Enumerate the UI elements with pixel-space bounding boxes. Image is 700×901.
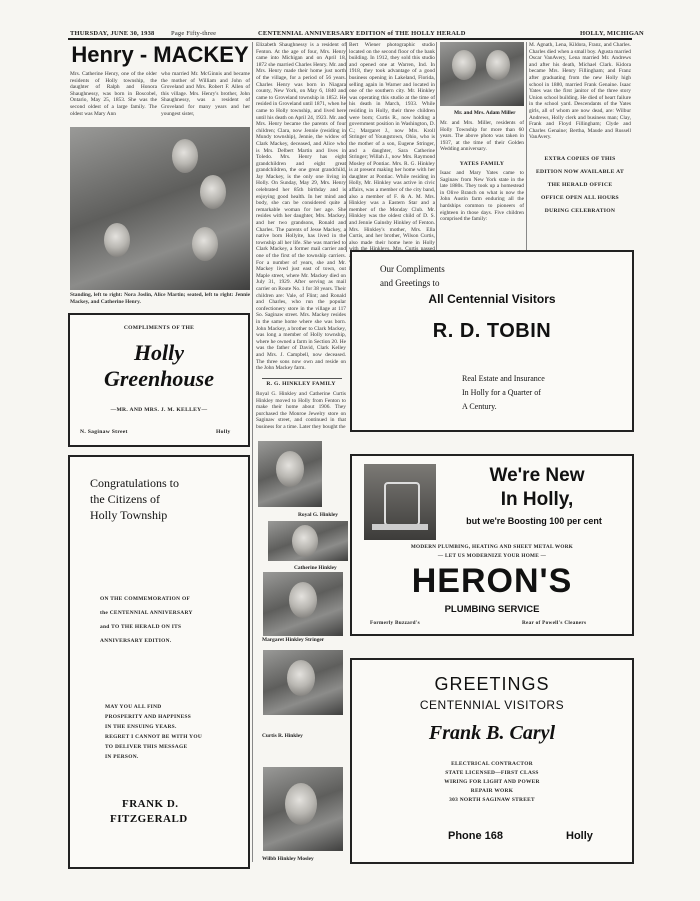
caryl-line-4: REPAIR WORK [470, 788, 514, 794]
column-rule-2 [346, 42, 347, 252]
header-edition: CENTENNIAL ANNIVERSARY EDITION of THE HOLLY HERALD [258, 30, 466, 37]
wish-line-2: PROSPERITY AND HAPPINESS [105, 714, 192, 720]
herons-location: Rear of Powell's Cleaners [522, 620, 587, 626]
wilbb-hinkley-photo [263, 767, 343, 851]
miller-text: Mr. and Mrs. Miller, residents of Holly Township for more than 60 years. The above photo was taken in 1937, at the time of their Golden Wedding anniversary. [440, 120, 524, 153]
wish-line-5: TO DELIVER THIS MESSAGE [105, 744, 188, 750]
royal-hinkley-photo [258, 441, 322, 507]
tobin-tag-1: Real Estate and Insurance [462, 374, 545, 383]
congrats-line-2: the Citizens of [90, 492, 160, 506]
greenhouse-street: N. Saginaw Street [80, 429, 128, 435]
fitzgerald-congrats [90, 475, 179, 523]
holly-greenhouse-ad [68, 313, 250, 447]
curtis-hinkley-caption: Curtis R. Hinkley [262, 733, 303, 739]
margaret-hinkley-photo [263, 572, 343, 636]
greenhouse-name-line2: Greenhouse [103, 366, 214, 391]
herons-modernize: — LET US MODERNIZE YOUR HOME — [437, 553, 547, 559]
fitzgerald-commemoration [100, 592, 193, 648]
extra-line-3: THE HERALD OFFICE [547, 182, 613, 188]
comm-line-1: ON THE COMMEMORATION OF [100, 596, 191, 602]
caryl-name: Frank B. Caryl [428, 722, 556, 744]
caryl-town: Holly [566, 830, 593, 842]
caryl-line-5: 303 NORTH SAGINAW STREET [449, 797, 535, 803]
header-page: Page Fifty-three [171, 30, 217, 37]
extra-line-1: EXTRA COPIES OF THIS [544, 156, 616, 162]
wish-line-3: IN THE ENSUING YEARS. [105, 724, 177, 730]
herons-new-line2: In Holly, [500, 489, 574, 510]
plumber-illustration [364, 464, 436, 540]
herons-boosting: but we're Boosting 100 per cent [466, 516, 602, 526]
greenhouse-owners: —MR. AND MRS. J. M. KELLEY— [110, 407, 208, 413]
congrats-line-3: Holly Township [90, 508, 168, 522]
henry-mackey-headline: Henry - MACKEY [71, 42, 249, 67]
curtis-hinkley-photo [263, 650, 343, 715]
herons-services: MODERN PLUMBING, HEATING AND SHEET METAL WORK [410, 544, 574, 550]
caryl-phone: Phone 168 [448, 830, 504, 842]
tobin-visitors: All Centennial Visitors [428, 292, 556, 306]
column-rule-4 [526, 42, 527, 252]
comm-line-3: and TO THE HERALD ON ITS [100, 624, 182, 630]
caryl-visitors: CENTENNIAL VISITORS [419, 698, 565, 712]
wish-line-6: IN PERSON. [105, 754, 139, 760]
wish-line-1: MAY YOU ALL FIND [105, 704, 162, 710]
henry-mackey-text-left: Mrs. Catherine Henry, one of the older residents of Holly township, the daughter of Ralph and Honora Shaughnessy, was born in Boscobel, Ontario, May 25, 1853. She was the second oldest of a large family. The oldest was Mary Ann [70, 71, 157, 117]
herons-formerly: Formerly Buzzard's [370, 620, 420, 626]
henry-mackey-text-right: who married Mr. McGinnis and became the mother of William and John of Groveland and Mrs. Robert F. Allen of this village. Mrs. Henry's brother, John Shaughnessy, was a resident of Groveland for many years and her youngest sister, [161, 71, 250, 117]
extra-line-4: OFFICE OPEN ALL HOURS [541, 195, 619, 201]
comm-line-2: the CENTENNIAL ANNIVERSARY [100, 610, 193, 616]
greenhouse-compliments: COMPLIMENTS OF THE [123, 325, 195, 331]
catherine-hinkley-photo [268, 521, 348, 561]
miller-caption: Mr. and Mrs. Adam Miller [454, 110, 516, 116]
extra-line-5: DURING CELEBRATION [544, 208, 616, 214]
greenhouse-town: Holly [216, 429, 231, 435]
herons-new-line1: We're New [489, 465, 585, 486]
greenhouse-name-line1: Holly [133, 340, 185, 365]
comm-line-4: ANNIVERSARY EDITION. [100, 638, 172, 644]
henry-mackey-photo-caption: Standing, left to right: Nora Joslin, Alice Martin; seated, left to right: Jennie Mackey, and Catherine Henry. [70, 292, 250, 305]
yates-continued-text: M. Agnath, Lena, Kildora, Franz, and Charles. Charles died when a small boy. Agusta married Oscar VanAvery, Lena married Mr. Andrews and after his death, Michael Clark. Kidora became Mrs. Henry Fillingham; and Franz after graduating from the new Holly high school in 1880, married Frank Genaine. Isaac Yates was the first janitor of the three story Union school building. He died of heart failure in the school yard. Descendants of the Yates girls, all of whom are now dead, are: Wilbur Andrews, Holly clerk and business man; Clay, Frank and Floyd Fillingham; Clyde and Charles Genaine; Bertha, Maude and Russell VanAvery. [529, 42, 631, 141]
header-date: THURSDAY, JUNE 30, 1938 [70, 30, 155, 37]
tobin-name: R. D. TOBIN [432, 320, 552, 342]
tobin-tagline [462, 372, 545, 414]
herons-name: HERON'S [411, 562, 573, 600]
header-location: HOLLY, MICHIGAN [580, 30, 644, 37]
column-rule-3 [436, 42, 437, 252]
hinkley-continued-text: Bert Wiener photographic studio located on the second floor of the bank building. In 1912, they sold this studio and opened one at Warren, Ind. In 1918, they took advantage of a good business opening in Lakeland, Florida, selling again in Warner and located in one of the southern city. Mr. Hinkley was operating this studio at the time of his death in March, 1933. While residing in Holly, their three children were born; Curtis R., now holding a government position in Washington, D. C.; Margaret J., now Mrs. Kroll Stringer of Youngstown, Ohio, who is the mother of a son, Eugene Stringer, and a daughter, Sara Catherine Stringer; Willah J., now Mrs. Raymond Mosley of Pontiac. Mrs. R. G. Hinkley is at present making her home with her daughter at Pontiac. While residing in Holly, Mr. Hinkley was active in civic affairs, was a member of the city band, also a member of F. & A. M. Mrs. Hinkley was a Eastern Star and a member of the Monday Club. Mr. Hinkley was the oldest child of D. S. and Jennie Gainsby Hinkley of Fenton. Mrs. Hinkley's mother, Mrs. Ella Curtis, and her brother, Wilson Curtis, also made their home here in Holly [349, 42, 435, 246]
caryl-line-2: STATE LICENSED—FIRST CLASS [445, 770, 539, 776]
congrats-line-1: Congratulations to [90, 476, 179, 490]
fitzgerald-name-line2: FITZGERALD [110, 813, 188, 825]
extra-line-2: EDITION NOW AVAILABLE AT [535, 169, 625, 175]
hinkley-family-text: Royal G. Hinkley and Catherine Curtis Hinkley moved to Holly from Fenton to make their home about 1906. They purchased the Monroe Jewelry store on Saginaw street, and continued in that business for a time. Later they bought the [256, 391, 346, 430]
tobin-line-2: and Greetings to [380, 278, 440, 288]
margaret-hinkley-caption: Margaret Hinkley Stringer [262, 637, 325, 643]
caryl-ad [350, 658, 634, 864]
fitzgerald-name-line1: FRANK D. [122, 798, 179, 810]
caryl-details [352, 760, 632, 805]
yates-family-text: Isaac and Mary Yates came to Saginaw from New York state in the late 1880s. They took up a homestead in Olive Branch on what is now the John Austin farm enduring all the hardships common to pioneers of eighteen in those days. Five children comprised the family: [440, 170, 524, 223]
extra-copies-notice [529, 153, 631, 218]
family-rule [262, 378, 342, 379]
wish-line-4: REGRET I CANNOT BE WITH YOU [105, 734, 203, 740]
catherine-hinkley-caption: Catherine Hinkley [294, 565, 337, 571]
fitzgerald-name [110, 797, 188, 827]
royal-hinkley-caption: Royal G. Hinkley [298, 512, 338, 518]
column-rule-1 [252, 42, 253, 862]
tobin-ad [350, 250, 634, 432]
tobin-tag-2: In Holly for a Quarter of [462, 388, 541, 397]
tobin-tag-3: A Century. [462, 402, 497, 411]
tobin-line-1: Our Compliments [380, 264, 445, 274]
wilbb-hinkley-caption: Wilbb Hinkley Mosley [262, 856, 314, 862]
fitzgerald-ad [68, 455, 250, 869]
hinkley-family-title: R. G. HINKLEY FAMILY [266, 381, 336, 387]
herons-plumbing-service: PLUMBING SERVICE [444, 604, 540, 615]
miller-couple-photo [440, 42, 524, 106]
herons-new [442, 464, 632, 512]
yates-family-title: YATES FAMILY [459, 161, 505, 167]
henry-mackey-family-photo [70, 127, 250, 290]
caryl-greetings: GREETINGS [434, 674, 550, 694]
caryl-line-1: ELECTRICAL CONTRACTOR [451, 761, 533, 767]
fitzgerald-wishes [105, 702, 202, 762]
henry-mackey-continued: Elizabeth Shaughnessy is a resident of Fenton. At the age of four, Mrs. Henry came into Michigan and on April 18, 1872 she married Charles Henry. Mr. and Mrs. Henry made their home just north of the village, for a period of 56 years. Charles Henry was born in Niagara county, New York, on May 6, 1840 and came to Groveland township in 1852. He resided in Groveland until 1871, when he came to Holly township, and lived here until his death on April 24, 1923. Mr. and Mrs. Henry became the parents of four children; Clara, now Jennie (residing in Mundy township), Jennie, the widow of Clark Mackey, deceased, and Alice who is Mrs. Delbert Martin and lives in Toledo. Mrs. Henry has eight grandchildren and eight great grandchildren, the one great grandchild, Jay Mackey, is the only one living in Holly. On Sunday, May 29, Mrs. Henry celebrated her 85th birthday and is enjoying good health. In her mind and body, she can be considered quite a remarkable woman for her age. She resides with her daughter, Mrs. Mackey, and her two grandsons, Ronald and Charles. The parents of Jesse Mackey, a native born Hollyite, has lived in the township all her life. She was married to Clark Mackey, a former mail carrier and one of the first of the township carriers. For a number of years, she and Mr. Mackey lived just east of town, out Maple street, where Mr. Mackey died on July 31, 1929. After serving as mail carrier on Route No. 1 for 38 years. Their children are: Vale, of Flint; and Ronald and Charles, who run the popular confectionery store in the village at 117 So. Saginaw street. Mrs. Mackey resides in the same home where she was born. John Mackey, a brother to Clark Mackey, was long a member of Holly township, where he owned a farm in Section 20. He was the father of David, Clark Kelley and Mrs. J. Campbell, now deceased. The three sons now own and reside on the John Mackey farm. [256, 42, 346, 372]
tobin-greeting [380, 262, 445, 290]
caryl-line-3: WIRING FOR LIGHT AND POWER [444, 779, 540, 785]
herons-ad [350, 454, 634, 636]
header-rule [68, 38, 632, 40]
